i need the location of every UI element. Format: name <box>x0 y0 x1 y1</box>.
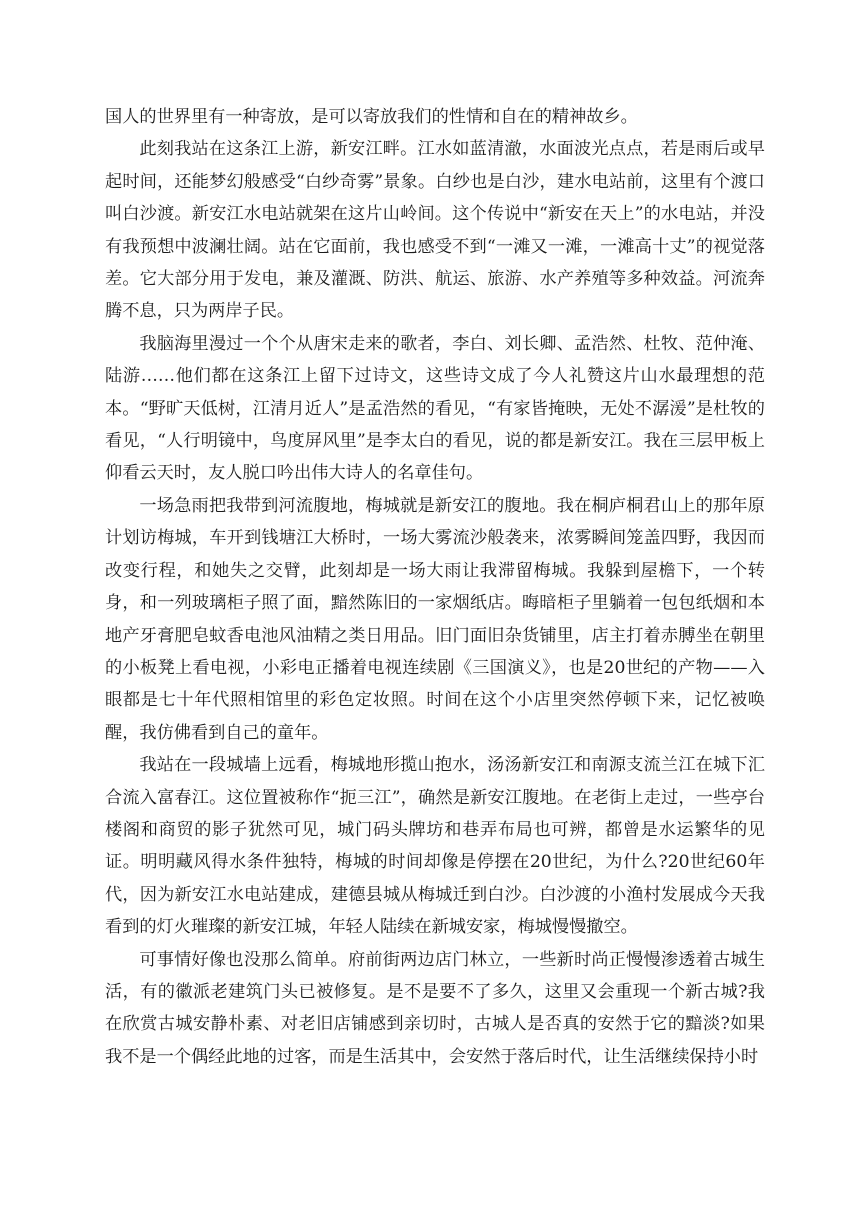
paragraph-5: 我站在一段城墙上远看，梅城地形揽山抱水，汤汤新安江和南源支流兰江在城下汇合流入富春江。这位置被称作“扼三江”，确然是新安江腹地。在老街上走过，一些亭台楼阁和商贸的影子犹然可见，城门码头牌坊和巷弄布局也可辨，都曾是水运繁华的见证。明明藏风得水条件独特，梅城的时间却像是停摆在20世纪，为什么?20世纪60年代，因为新安江水电站建成，建德县城从梅城迁到白沙。白沙渡的小渔村发展成今天我看到的灯火璀璨的新安江城，年轻人陆续在新城安家，梅城慢慢撤空。 <box>105 755 765 938</box>
paragraph-6: 可事情好像也没那么简单。府前街两边店门林立，一些新时尚正慢慢渗透着古城生活，有的徽派老建筑门头已被修复。是不是要不了多久，这里又会重现一个新古城?我在欣赏古城安静朴素、对老旧店铺感到亲切时，古城人是否真的安然于它的黯淡?如果我不是一个偶经此地的过客，而是生活其中，会安然于落后时代，让生活继续保持小时 <box>105 949 765 1067</box>
paragraph-1: 国人的世界里有一种寄放，是可以寄放我们的性情和自在的精神故乡。 <box>105 107 638 127</box>
paragraph-3: 我脑海里漫过一个个从唐宋走来的歌者，李白、刘长卿、孟浩然、杜牧、范仲淹、陆游……他们都在这条江上留下过诗文，这些诗文成了今人礼赞这片山水最理想的范本。“野旷天低树，江清月近人”是孟浩然的看见，“有家皆掩映，无处不潺湲”是杜牧的看见，“人行明镜中，鸟度屏风里”是李太白的看见，说的都是新安江。我在三层甲板上仰看云天时，友人脱口吟出伟大诗人的名章佳句。 <box>105 333 765 484</box>
paragraph-4: 一场急雨把我带到河流腹地，梅城就是新安江的腹地。我在桐庐桐君山上的那年原计划访梅城，车开到钱塘江大桥时，一场大雾流沙般袭来，浓雾瞬间笼盖四野，我因而改变行程，和她失之交臂，此刻却是一场大雨让我滞留梅城。我躲到屋檐下，一个转身，和一列玻璃柜子照了面，黯然陈旧的一家烟纸店。晦暗柜子里躺着一包包纸烟和本地产牙膏肥皂蚊香电池风油精之类日用品。旧门面旧杂货铺里，店主打着赤膊坐在朝里的小板凳上看电视，小彩电正播着电视连续剧《三国演义》，也是20世纪的产物——入眼都是七十年代照相馆里的彩色定妆照。时间在这个小店里突然停顿下来，记忆被唤醒，我仿佛看到自己的童年。 <box>105 495 765 743</box>
document-body <box>105 101 765 1073</box>
paragraph-2: 此刻我站在这条江上游，新安江畔。江水如蓝清澈，水面波光点点，若是雨后或早起时间，还能梦幻般感受“白纱奇雾”景象。白纱也是白沙，建水电站前，这里有个渡口叫白沙渡。新安江水电站就架在这片山岭间。这个传说中“新安在天上”的水电站，并没有我预想中波澜壮阔。站在它面前，我也感受不到“一滩又一滩，一滩高十丈”的视觉落差。它大部分用于发电，兼及灌溉、防洪、航运、旅游、水产养殖等多种效益。河流奔腾不息，只为两岸子民。 <box>105 139 765 322</box>
